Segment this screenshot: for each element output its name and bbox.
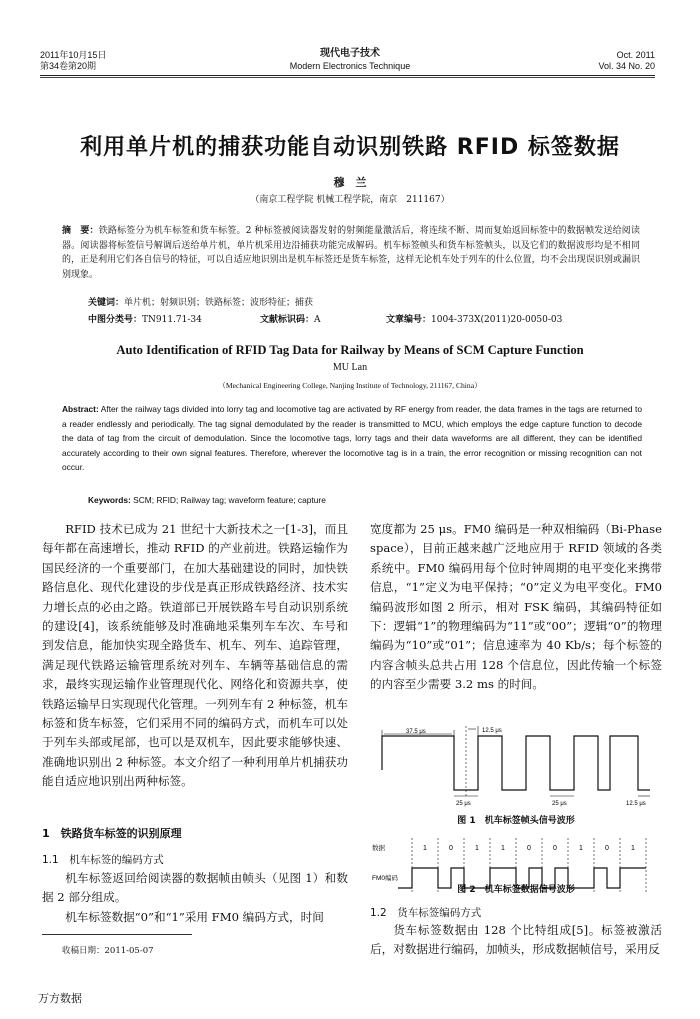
fig2-bit-label: 0: [449, 845, 453, 852]
fig2-bit-label: 0: [605, 845, 609, 852]
section-1-1-heading: 1.1 机车标签的编码方式: [42, 854, 164, 866]
fig1-label-25-a: 25 μs: [456, 801, 471, 807]
fig2-bit-label: 1: [423, 845, 427, 852]
fig1-label-12-5-bottom: 12.5 μs: [626, 801, 646, 807]
fig2-bit-label: 0: [527, 845, 531, 852]
author-cn: 穆 兰: [333, 176, 367, 189]
figure-2-caption: 图 2 机车标签数据信号波形: [457, 885, 575, 895]
footnote-rule: [42, 934, 192, 935]
watermark-text: 万方数据: [38, 992, 82, 1005]
abstract-en-text: After the railway tags divided into lorry tag and locomotive tag are activated by RF energy from reader, the data frames in the tags are returned to a reader endlessly and periodically. The tag signal demodulated by the reader is transmitted to MCU, which employs the edge capture function to decode the data of tag from the circuit of demodulation. Since the locomotive tags, lorry tags and their data waveforms are all different, they can be identified accurately according to their own signal features. Therefore, wherever the locomotive tag is in a train, the error recognition or missing recognition can not occur.: [62, 404, 642, 473]
doc-code-value: A: [314, 315, 321, 325]
article-number-value: 1004-373X(2011)20-0050-03: [431, 315, 563, 325]
keywords-cn-label: 关键词：: [88, 298, 125, 308]
fig1-label-25-b: 25 μs: [552, 801, 567, 807]
abstract-cn-text: 铁路标签分为机车标签和货车标签。2 种标签被阅读器发射的射频能量激活后，将连续不断、周而复始返回标签中的数据帧发送给阅读器。阅读器将标签信号解调后送给单片机，单片机采用边沿捕获功能完成解码。机车标签帧头和货车标签帧头，以及它们的数据波形均是不相同的，正是利用它们各自信号的特征，可以自适应地识别出是机车标签还是货车标签，这样无论机车处于列车的什么位置，均不会出现误识别或漏识别现象。: [62, 226, 640, 280]
article-number-label: 文章编号：: [386, 315, 432, 325]
fig2-bit-label: 0: [553, 845, 557, 852]
keywords-cn: [88, 296, 640, 311]
fig2-bit-label: 1: [579, 845, 583, 852]
right-column-bottom: [370, 921, 662, 960]
fig2-bit-label: 1: [475, 845, 479, 852]
keywords-cn-text: 单片机；射频识别；铁路标签；波形特征；捕获: [124, 298, 314, 308]
clc-value: TN911.71-34: [142, 315, 202, 325]
header-journal-en: Modern Electronics Technique: [289, 61, 411, 71]
paper-title-cn: 利用单片机的捕获功能自动识别铁路 RFID 标签数据: [80, 135, 620, 160]
fig2-bit-label: 1: [501, 845, 505, 852]
fig2-bit-label: 1: [631, 845, 635, 852]
fig2-data-label: 数据: [372, 845, 385, 852]
lorry-tag-paragraph: 货车标签数据由 128 个比特组成[5]。标签被激活后，对数据进行编码，加帧头，形成数据帧信号，采用反: [370, 923, 662, 957]
fm0-paragraph-start: 机车标签数据“0”和“1”采用 FM0 编码方式，时间: [65, 909, 324, 924]
abstract-cn: [62, 224, 640, 282]
affiliation-en: （Mechanical Engineering College, Nanjing Institute of Technology, 211167, China）: [218, 381, 482, 390]
fm0-paragraph-continued: 宽度都为 25 μs。FM0 编码是一种双相编码（Bi-Phase space），目前正越来越广泛地应用于 RFID 领域的各类系统中。FM0 编码用每个位时钟周期的电平变化来携带信息，“1”定义为电平保持；“0”定义为电平变化。FM0 编码波形如图 2 所示，相对 FSK 编码，其编码特征如下：逻辑“1”的物理编码为“11”或“00”；逻辑“0”的物理编码为“10”或“01”；信息速率为 40 Kb/s；每个标签的内容含帧头总共占用 128 个信息位，因此传输一个标签的内容至少需要 3.2 ms 的时间。: [370, 522, 662, 692]
doc-code-label: 文献标识码：: [260, 315, 315, 325]
keywords-en-text: SCM; RFID; Railway tag; waveform feature; capture: [130, 495, 326, 505]
figure-1-signal: [382, 736, 650, 790]
header-date-cn: 2011年10月15日: [40, 50, 107, 60]
left-column-intro: [42, 520, 348, 792]
abstract-en-label: Abstract:: [62, 404, 99, 414]
received-date: 收稿日期：2011-05-07: [62, 946, 154, 956]
fig1-label-12-5-top: 12.5 μs: [482, 728, 502, 734]
header-date-en: Oct. 2011: [616, 50, 655, 60]
header-volume-en: Vol. 34 No. 20: [598, 61, 655, 71]
section-1-2-heading: 1.2 货车标签编码方式: [370, 907, 482, 919]
intro-paragraph: RFID 技术已成为 21 世纪十大新技术之一[1-3]，而且每年都在高速增长，推动 RFID 的产业前进。铁路运输作为国民经济的一个重要部门，在加大基础建设的同时，加快铁路信息化、现代化建设的步伐是真正形成铁路经济、技术实力增长点的必由之路。铁道部已开展铁路车号自动识别系统的建设[4]，该系统能够及时准确地采集列车车次、车号和到发信息，能加快实现全路货车、机车、列车、追踪管理，满足现代铁路运输管理系统对列车、车辆等基础信息的需求，最终实现运输作业管理现代化、网络化和资源共享，使铁路运输早日实现现代化管理。一列列车有 2 种标签，机车标签和货车标签，它们采用不同的编码方式，而机车可以处于列车头部或尾部，也可以是双机车，因此要求能够快速、准确地识别出 2 种标签。本文介绍了一种利用单片机捕获功能自适应地识别出两种标签。: [42, 522, 348, 789]
keywords-en: [88, 493, 642, 508]
left-column-body: [42, 869, 348, 927]
header-rule-thin: [40, 77, 655, 78]
frame-paragraph: 机车标签返回给阅读器的数据帧由帧头（见图 1）和数据 2 部分组成。: [42, 871, 348, 905]
right-column-top: [370, 520, 662, 695]
header-volume-cn: 第34卷第20期: [40, 61, 97, 71]
figure-1-waveform: [370, 726, 662, 808]
author-en: MU Lan: [332, 362, 368, 373]
abstract-cn-label: 摘 要：: [62, 226, 99, 236]
affiliation-cn: （南京工程学院 机械工程学院，南京 211167）: [250, 195, 450, 205]
header-rule: [40, 75, 655, 76]
fig2-fm0-label: FM0编码: [372, 875, 398, 882]
clc-label: 中图分类号：: [88, 315, 143, 325]
fig1-label-37-5: 37.5 μs: [406, 729, 426, 735]
paper-title-en: Auto Identification of RFID Tag Data for Railway by Means of SCM Capture Function: [116, 343, 584, 357]
section-1-heading: 1 铁路货车标签的识别原理: [42, 827, 182, 840]
header-journal-cn: 现代电子技术: [320, 48, 380, 59]
figure-1-caption: 图 1 机车标签帧头信号波形: [457, 816, 575, 826]
abstract-en: [62, 402, 642, 475]
keywords-en-label: Keywords:: [88, 495, 131, 505]
